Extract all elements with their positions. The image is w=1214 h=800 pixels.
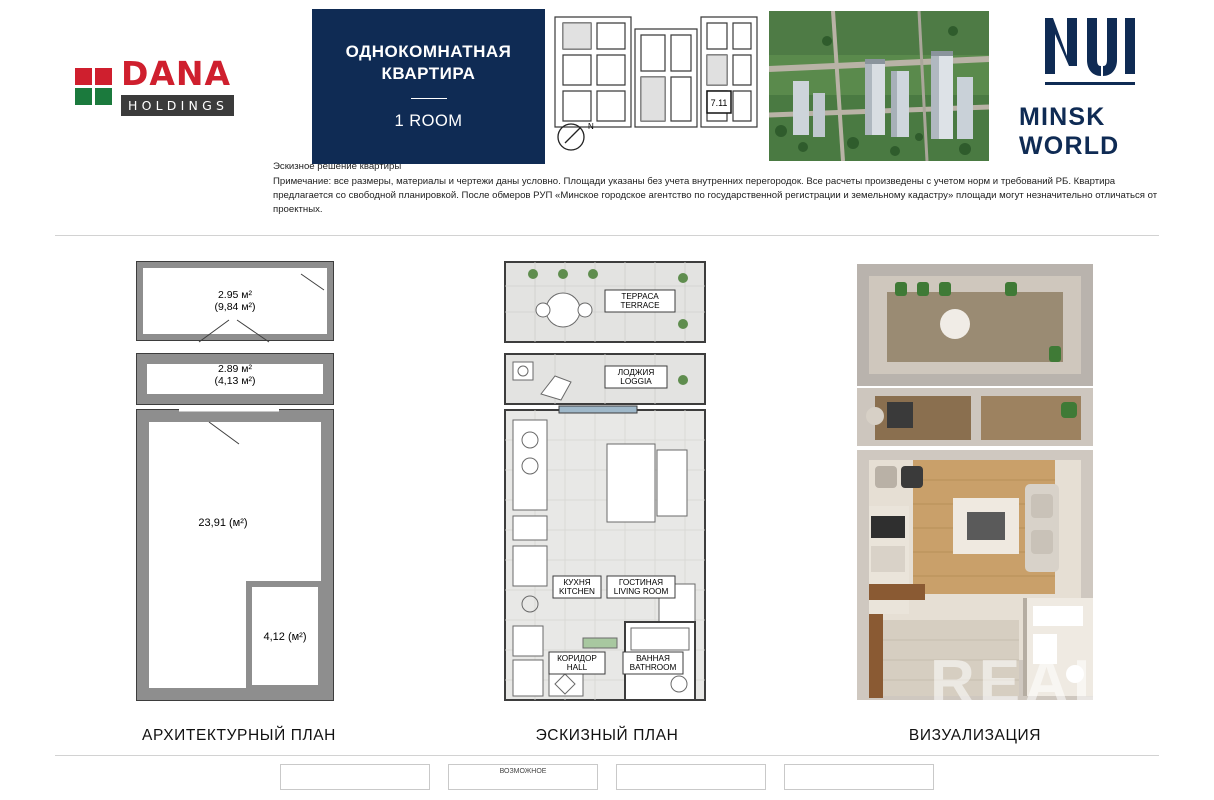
footer-cell xyxy=(616,764,766,790)
mw-monogram-icon xyxy=(1041,12,1137,95)
room-label-terrace-en: TERRACE xyxy=(620,300,660,310)
dana-holdings-label: HOLDINGS xyxy=(121,95,234,116)
realt-watermark: REALT xyxy=(929,648,1152,717)
footer-strip xyxy=(0,756,1214,790)
room-label-terrace-ru: ТЕРРАСА xyxy=(621,291,659,301)
page-header xyxy=(0,0,1214,160)
dana-squares-icon xyxy=(75,68,112,105)
panel-visualization xyxy=(791,254,1159,745)
sketch-plan-canvas xyxy=(487,254,727,709)
room-label-loggia-en: LOGGIA xyxy=(620,376,652,386)
panel-architectural-plan xyxy=(55,254,423,745)
caption-sketch-plan: ЭСКИЗНЫЙ ПЛАН xyxy=(535,726,679,744)
area-label-loggia-main: 2.89 м² xyxy=(217,362,253,375)
dana-holdings-logo xyxy=(55,53,290,116)
floor-keyplan xyxy=(547,9,765,164)
title-separator xyxy=(411,98,447,99)
caption-visualization: ВИЗУАЛИЗАЦИЯ xyxy=(908,726,1042,744)
room-label-bathroom-ru: ВАННАЯ xyxy=(636,653,670,663)
minsk-world-logo xyxy=(989,12,1159,161)
apartment-title-en: 1 ROOM xyxy=(394,112,463,131)
dana-wordmark: DANA xyxy=(121,53,232,93)
aerial-view-image xyxy=(769,11,989,161)
keyplan-unit-number: 7.11 xyxy=(710,97,728,108)
area-label-terrace-sub: (9,84 м²) xyxy=(214,300,256,313)
svg-text:N: N xyxy=(588,121,594,131)
panel-sketch-plan xyxy=(423,254,791,745)
area-label-terrace-main: 2.95 м² xyxy=(217,288,253,301)
note-title: Эскизное решение квартиры xyxy=(273,161,402,172)
room-label-living-en: LIVING ROOM xyxy=(613,586,669,596)
area-label-living-main: 23,91 (м²) xyxy=(198,516,248,529)
apartment-title-box xyxy=(312,9,545,164)
room-label-kitchen-ru: КУХНЯ xyxy=(563,577,591,587)
note-body: Примечание: все размеры, материалы и чертежи даны условно. Площади указаны без учета внутренних перегородок. Все расчеты произведены с учетом норм и требований РБ. Квартира предлагается со свободной планировкой. После обмеров РУП «Минское городское агентство по государственной регистрации и земельному кадастру» площади могут незначительно отличаться от проектных. xyxy=(273,175,1158,215)
plans-row xyxy=(0,236,1214,745)
room-label-loggia-ru: ЛОДЖИЯ xyxy=(617,367,655,377)
minsk-world-wordmark: MINSK WORLD xyxy=(1019,102,1120,160)
footer-cell: ВОЗМОЖНОЕ xyxy=(448,764,598,790)
room-label-hall-en: HALL xyxy=(566,662,588,672)
room-label-bathroom-en: BATHROOM xyxy=(629,662,677,672)
area-label-bath-main: 4,12 (м²) xyxy=(263,630,307,643)
area-label-loggia-sub: (4,13 м²) xyxy=(214,374,256,387)
apartment-title-ru: ОДНОКОМНАТНАЯ КВАРТИРА xyxy=(345,41,512,83)
room-label-living-ru: ГОСТИНАЯ xyxy=(618,577,664,587)
room-label-kitchen-en: KITCHEN xyxy=(559,586,595,596)
room-label-hall-ru: КОРИДОР xyxy=(557,653,597,663)
caption-architectural-plan: АРХИТЕКТУРНЫЙ ПЛАН xyxy=(142,726,336,744)
footer-cell xyxy=(784,764,934,790)
architectural-plan-canvas xyxy=(119,254,359,709)
visualization-canvas xyxy=(835,254,1115,709)
footer-cell xyxy=(280,764,430,790)
